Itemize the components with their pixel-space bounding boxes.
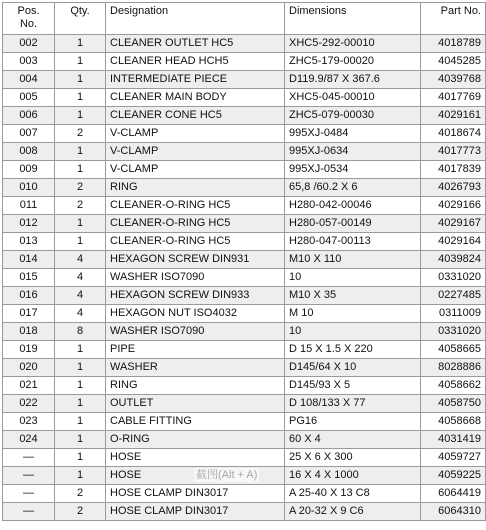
cell-designation: HOSE <box>106 449 285 467</box>
cell-qty: 2 <box>55 485 106 503</box>
cell-part-no: 4029164 <box>421 233 486 251</box>
cell-designation: OUTLET <box>106 395 285 413</box>
cell-qty: 1 <box>55 395 106 413</box>
cell-pos: 008 <box>3 143 55 161</box>
table-row <box>3 71 486 89</box>
cell-qty: 1 <box>55 89 106 107</box>
table-row <box>3 269 486 287</box>
cell-pos: — <box>3 467 55 485</box>
cell-dimensions: ZHC5-079-00030 <box>285 107 421 125</box>
cell-pos: 013 <box>3 233 55 251</box>
cell-pos: 014 <box>3 251 55 269</box>
cell-designation: HEXAGON SCREW DIN931 <box>106 251 285 269</box>
cell-pos: 002 <box>3 35 55 53</box>
cell-pos: 020 <box>3 359 55 377</box>
cell-pos: 018 <box>3 323 55 341</box>
cell-designation: O-RING <box>106 431 285 449</box>
header-row <box>3 3 486 35</box>
cell-part-no: 4029161 <box>421 107 486 125</box>
cell-pos: — <box>3 485 55 503</box>
cell-designation: WASHER ISO7090 <box>106 323 285 341</box>
header-pos <box>3 3 55 35</box>
cell-part-no: 4059727 <box>421 449 486 467</box>
cell-part-no: 4039824 <box>421 251 486 269</box>
header-part-no: Part No. <box>421 3 486 35</box>
header-pos-line1: Pos. <box>17 5 40 17</box>
cell-designation: V-CLAMP <box>106 143 285 161</box>
cell-pos: 003 <box>3 53 55 71</box>
cell-part-no: 6064310 <box>421 503 486 521</box>
cell-qty: 4 <box>55 305 106 323</box>
cell-pos: 011 <box>3 197 55 215</box>
cell-designation: PIPE <box>106 341 285 359</box>
table-row <box>3 359 486 377</box>
cell-part-no: 4031419 <box>421 431 486 449</box>
cell-dimensions: XHC5-292-00010 <box>285 35 421 53</box>
cell-pos: 015 <box>3 269 55 287</box>
parts-table <box>2 2 486 521</box>
cell-part-no: 0331020 <box>421 269 486 287</box>
table-body <box>3 35 486 521</box>
cell-designation: HOSE <box>106 467 285 485</box>
cell-part-no: 4039768 <box>421 71 486 89</box>
cell-part-no: 4058750 <box>421 395 486 413</box>
cell-part-no: 6064419 <box>421 485 486 503</box>
header-dimensions: Dimensions <box>285 3 421 35</box>
cell-dimensions: 60 X 4 <box>285 431 421 449</box>
cell-designation: V-CLAMP <box>106 161 285 179</box>
table-row <box>3 503 486 521</box>
cell-qty: 2 <box>55 197 106 215</box>
table-row <box>3 89 486 107</box>
cell-dimensions: D119.9/87 X 367.6 <box>285 71 421 89</box>
cell-designation: WASHER <box>106 359 285 377</box>
cell-dimensions: XHC5-045-00010 <box>285 89 421 107</box>
cell-qty: 4 <box>55 269 106 287</box>
cell-qty: 1 <box>55 341 106 359</box>
cell-designation: CLEANER CONE HC5 <box>106 107 285 125</box>
cell-dimensions: H280-042-00046 <box>285 197 421 215</box>
table-row <box>3 107 486 125</box>
cell-pos: 019 <box>3 341 55 359</box>
cell-dimensions: A 20-32 X 9 C6 <box>285 503 421 521</box>
cell-designation: RING <box>106 377 285 395</box>
cell-qty: 1 <box>55 377 106 395</box>
cell-part-no: 8028886 <box>421 359 486 377</box>
cell-dimensions: D 108/133 X 77 <box>285 395 421 413</box>
table-row <box>3 413 486 431</box>
cell-pos: 022 <box>3 395 55 413</box>
cell-designation: HOSE CLAMP DIN3017 <box>106 485 285 503</box>
cell-qty: 1 <box>55 35 106 53</box>
cell-pos: 005 <box>3 89 55 107</box>
cell-qty: 1 <box>55 107 106 125</box>
cell-qty: 1 <box>55 359 106 377</box>
cell-dimensions: D145/64 X 10 <box>285 359 421 377</box>
table-row <box>3 215 486 233</box>
table-row <box>3 377 486 395</box>
cell-designation: V-CLAMP <box>106 125 285 143</box>
cell-part-no: 0331020 <box>421 323 486 341</box>
cell-pos: 017 <box>3 305 55 323</box>
cell-designation: CLEANER-O-RING HC5 <box>106 215 285 233</box>
cell-part-no: 4059225 <box>421 467 486 485</box>
cell-qty: 1 <box>55 413 106 431</box>
cell-pos: 023 <box>3 413 55 431</box>
cell-qty: 2 <box>55 125 106 143</box>
table-row <box>3 35 486 53</box>
cell-pos: 009 <box>3 161 55 179</box>
header-pos-line2: No. <box>19 18 38 30</box>
table-row <box>3 305 486 323</box>
cell-dimensions: 10 <box>285 269 421 287</box>
cell-part-no: 4026793 <box>421 179 486 197</box>
cell-part-no: 0227485 <box>421 287 486 305</box>
cell-dimensions: 995XJ-0634 <box>285 143 421 161</box>
cell-pos: — <box>3 503 55 521</box>
cell-designation: CABLE FITTING <box>106 413 285 431</box>
cell-dimensions: M10 X 110 <box>285 251 421 269</box>
cell-dimensions: 16 X 4 X 1000 <box>285 467 421 485</box>
cell-pos: 006 <box>3 107 55 125</box>
cell-qty: 2 <box>55 503 106 521</box>
cell-qty: 1 <box>55 467 106 485</box>
cell-part-no: 4017773 <box>421 143 486 161</box>
cell-dimensions: A 25-40 X 13 C8 <box>285 485 421 503</box>
cell-pos: — <box>3 449 55 467</box>
table-row <box>3 251 486 269</box>
cell-pos: 021 <box>3 377 55 395</box>
cell-dimensions: ZHC5-179-00020 <box>285 53 421 71</box>
cell-part-no: 4029167 <box>421 215 486 233</box>
cell-designation: CLEANER OUTLET HC5 <box>106 35 285 53</box>
cell-part-no: 4058662 <box>421 377 486 395</box>
table-row <box>3 125 486 143</box>
cell-designation: CLEANER MAIN BODY <box>106 89 285 107</box>
cell-dimensions: H280-047-00113 <box>285 233 421 251</box>
cell-dimensions: 25 X 6 X 300 <box>285 449 421 467</box>
table-header <box>3 3 486 35</box>
cell-qty: 1 <box>55 233 106 251</box>
cell-qty: 1 <box>55 215 106 233</box>
cell-dimensions: 995XJ-0534 <box>285 161 421 179</box>
cell-qty: 1 <box>55 53 106 71</box>
cell-qty: 1 <box>55 143 106 161</box>
cell-pos: 007 <box>3 125 55 143</box>
table-row <box>3 395 486 413</box>
header-designation: Designation <box>106 3 285 35</box>
cell-qty: 4 <box>55 287 106 305</box>
table-row <box>3 449 486 467</box>
cell-dimensions: 10 <box>285 323 421 341</box>
cell-part-no: 4018674 <box>421 125 486 143</box>
cell-pos: 004 <box>3 71 55 89</box>
cell-part-no: 4058665 <box>421 341 486 359</box>
cell-designation: RING <box>106 179 285 197</box>
table-row <box>3 287 486 305</box>
cell-qty: 4 <box>55 251 106 269</box>
cell-part-no: 4018789 <box>421 35 486 53</box>
cell-designation: CLEANER-O-RING HC5 <box>106 233 285 251</box>
cell-designation: HOSE CLAMP DIN3017 <box>106 503 285 521</box>
cell-qty: 2 <box>55 179 106 197</box>
cell-qty: 1 <box>55 161 106 179</box>
cell-pos: 016 <box>3 287 55 305</box>
cell-dimensions: PG16 <box>285 413 421 431</box>
cell-qty: 8 <box>55 323 106 341</box>
screenshot-shortcut-overlay: 截图(Alt + A) <box>196 469 258 481</box>
table-row <box>3 161 486 179</box>
table-row <box>3 179 486 197</box>
cell-pos: 012 <box>3 215 55 233</box>
table-row <box>3 143 486 161</box>
table-row <box>3 485 486 503</box>
table-row <box>3 53 486 71</box>
cell-part-no: 4017769 <box>421 89 486 107</box>
table-row <box>3 341 486 359</box>
cell-pos: 010 <box>3 179 55 197</box>
table-row <box>3 431 486 449</box>
cell-dimensions: 995XJ-0484 <box>285 125 421 143</box>
cell-designation: WASHER ISO7090 <box>106 269 285 287</box>
table-row <box>3 233 486 251</box>
cell-pos: 024 <box>3 431 55 449</box>
cell-designation: HEXAGON NUT ISO4032 <box>106 305 285 323</box>
cell-part-no: 4058668 <box>421 413 486 431</box>
cell-designation: INTERMEDIATE PIECE <box>106 71 285 89</box>
cell-part-no: 4029166 <box>421 197 486 215</box>
table-row <box>3 323 486 341</box>
cell-dimensions: M10 X 35 <box>285 287 421 305</box>
table-row <box>3 197 486 215</box>
cell-qty: 1 <box>55 449 106 467</box>
cell-qty: 1 <box>55 431 106 449</box>
cell-part-no: 4045285 <box>421 53 486 71</box>
cell-designation: CLEANER-O-RING HC5 <box>106 197 285 215</box>
cell-part-no: 4017839 <box>421 161 486 179</box>
cell-dimensions: H280-057-00149 <box>285 215 421 233</box>
cell-dimensions: D145/93 X 5 <box>285 377 421 395</box>
header-qty: Qty. <box>55 3 106 35</box>
cell-qty: 1 <box>55 71 106 89</box>
cell-part-no: 0311009 <box>421 305 486 323</box>
cell-dimensions: 65,8 /60.2 X 6 <box>285 179 421 197</box>
cell-designation: CLEANER HEAD HCH5 <box>106 53 285 71</box>
cell-dimensions: M 10 <box>285 305 421 323</box>
cell-designation: HEXAGON SCREW DIN933 <box>106 287 285 305</box>
cell-dimensions: D 15 X 1.5 X 220 <box>285 341 421 359</box>
